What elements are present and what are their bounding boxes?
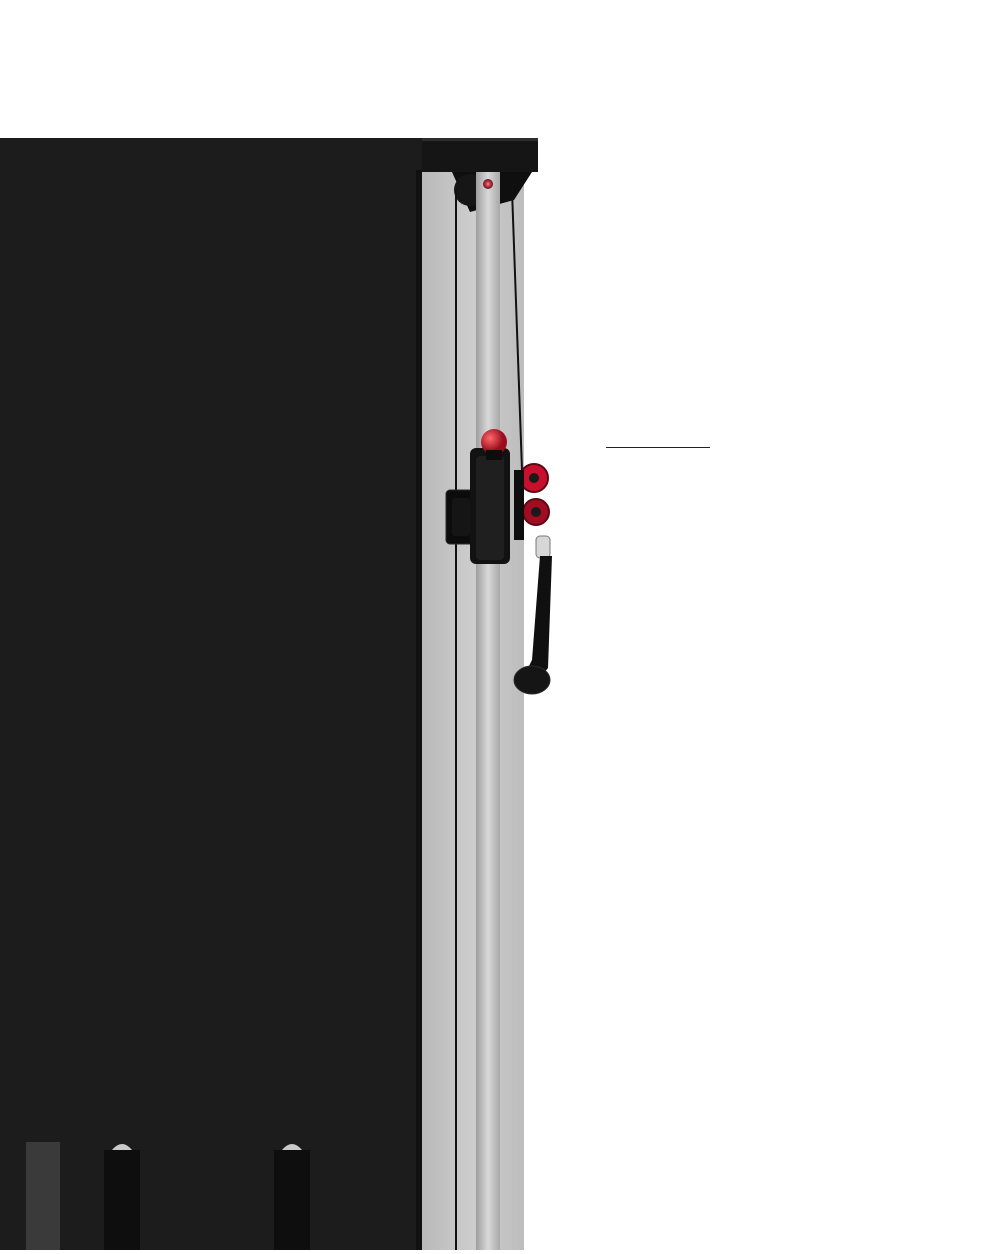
side-frame [422, 168, 524, 1250]
weight-stack-right [274, 1144, 310, 1250]
back-panel [0, 138, 422, 1250]
weight-stack-left [104, 1144, 140, 1250]
feature-description [604, 470, 934, 708]
height-rail [476, 172, 500, 1250]
title-divider [606, 447, 710, 448]
brand-plate [26, 1142, 60, 1250]
feature-copy [604, 425, 934, 708]
